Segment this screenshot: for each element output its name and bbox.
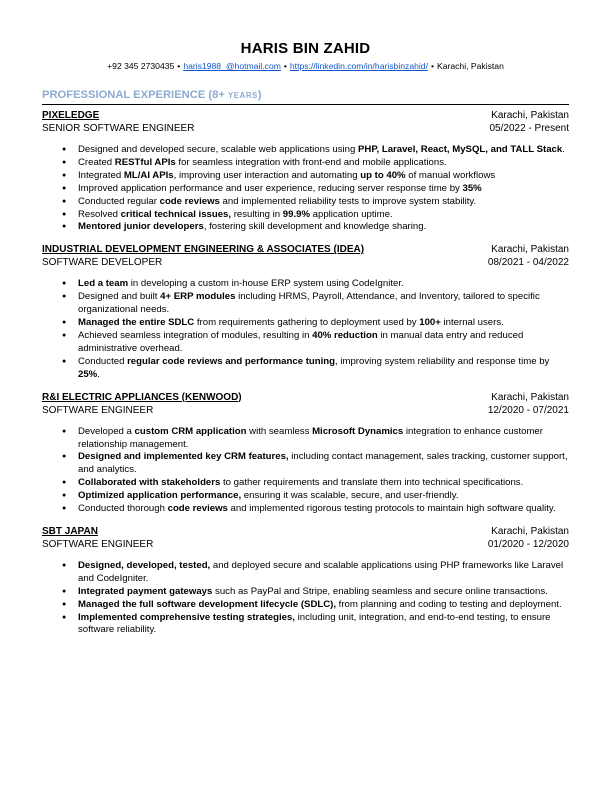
separator-dot: • — [430, 61, 434, 71]
linkedin-link[interactable]: https://linkedin.com/in/harisbinzahid/ — [289, 61, 428, 71]
section-heading-experience — [42, 88, 569, 105]
job-title: SENIOR SOFTWARE ENGINEER — [42, 123, 195, 134]
job-location: Karachi, Pakistan — [491, 110, 569, 121]
experience-list — [42, 109, 569, 637]
resume-page — [42, 40, 569, 637]
company-name: INDUSTRIAL DEVELOPMENT ENGINEERING & ASSOCIATES (IDEA) — [42, 244, 365, 256]
achievement-item: ● Integrated payment gateways such as PayPal and Stripe, enabling seamless and secure online transactions. — [78, 586, 569, 599]
achievement-list — [42, 426, 569, 516]
achievement-list — [42, 560, 569, 637]
job-title: SOFTWARE DEVELOPER — [42, 257, 163, 269]
job-role-row — [42, 404, 569, 417]
job-entry — [42, 391, 569, 516]
job-location: Karachi, Pakistan — [491, 244, 569, 256]
job-dates: 08/2021 - 04/2022 — [487, 257, 569, 269]
achievement-item: ● Created RESTful APIs for seamless integration with front-end and mobile applications. — [78, 157, 569, 170]
achievement-item: ● Achieved seamless integration of modules, resulting in 40% reduction in manual data entry and reduced administrative overhead. — [78, 330, 569, 356]
achievement-item: ● Resolved critical technical issues, resulting in 99.9% application uptime. — [78, 209, 569, 222]
achievement-item: ● Improved application performance and user experience, reducing server response time by 35% — [78, 183, 569, 196]
job-header-row — [42, 243, 569, 256]
section-heading-years: YEARS — [228, 91, 258, 100]
location-text: Karachi, Pakistan — [436, 61, 504, 71]
achievement-item: ● Conducted regular code reviews and implemented reliability tests to improve system stability. — [78, 196, 569, 209]
job-title: SOFTWARE ENGINEER — [42, 404, 154, 416]
job-role-row — [42, 256, 569, 269]
job-location: Karachi, Pakistan — [491, 525, 569, 537]
job-entry — [42, 525, 569, 637]
achievement-item: ● Optimized application performance, ensuring it was scalable, secure, and user-friendly. — [78, 490, 569, 503]
job-dates: 01/2020 - 12/2020 — [487, 538, 569, 550]
job-dates: 05/2022 - Present — [489, 123, 569, 134]
achievement-item: ● Managed the entire SDLC from requirements gathering to deployment used by 100+ internal users. — [78, 317, 569, 330]
job-header-row — [42, 525, 569, 538]
achievement-item: ● Designed and implemented key CRM features, including contact management, sales tracking, customer support, and analytics. — [78, 451, 569, 477]
job-entry — [42, 109, 569, 234]
achievement-item: ● Designed, developed, tested, and deployed secure and scalable applications using PHP frameworks like Laravel and CodeIgniter. — [78, 560, 569, 586]
phone-number: +92 345 2730435 — [107, 61, 175, 71]
achievement-item: ● Managed the full software development lifecycle (SDLC), from planning and coding to testing and deployment. — [78, 599, 569, 612]
achievement-item: ● Conducted regular code reviews and performance tuning, improving system reliability and response time by 25%. — [78, 356, 569, 382]
job-role-row — [42, 122, 569, 135]
company-name: SBT JAPAN — [42, 525, 98, 537]
job-header-row — [42, 109, 569, 122]
company-name: PIXELEDGE — [42, 110, 100, 121]
achievement-item: ● Conducted thorough code reviews and implemented rigorous testing protocols to maintain high software quality. — [78, 503, 569, 516]
job-role-row — [42, 538, 569, 551]
contact-line — [42, 60, 569, 72]
achievement-list — [42, 144, 569, 234]
section-heading-close: ) — [257, 89, 262, 101]
candidate-name: HARIS BIN ZAHID — [240, 40, 371, 57]
section-heading-text: PROFESSIONAL EXPERIENCE (8+ — [42, 89, 228, 101]
separator-dot: • — [283, 61, 287, 71]
achievement-item: ● Designed and built 4+ ERP modules including HRMS, Payroll, Attendance, and Inventory, tailored to specific organizational needs. — [78, 291, 569, 317]
company-name: R&I ELECTRIC APPLIANCES (KENWOOD) — [42, 391, 242, 403]
achievement-item: ● Collaborated with stakeholders to gather requirements and translate them into technical specifications. — [78, 477, 569, 490]
job-location: Karachi, Pakistan — [491, 391, 569, 403]
job-entry — [42, 243, 569, 381]
email-link[interactable]: haris1988_@hotmail.com — [183, 61, 281, 71]
separator-dot: • — [177, 61, 181, 71]
job-header-row — [42, 391, 569, 404]
job-dates: 12/2020 - 07/2021 — [487, 404, 569, 416]
achievement-item: ● Implemented comprehensive testing strategies, including unit, integration, and end-to-end testing, to ensure software reliability. — [78, 612, 569, 638]
achievement-item: ● Integrated ML/AI APIs, improving user interaction and automating up to 40% of manual workflows — [78, 170, 569, 183]
achievement-item: ● Led a team in developing a custom in-house ERP system using CodeIgniter. — [78, 278, 569, 291]
achievement-item: ● Designed and developed secure, scalable web applications using PHP, Laravel, React, MySQL, and TALL Stack. — [78, 144, 569, 157]
achievement-item: ● Developed a custom CRM application with seamless Microsoft Dynamics integration to enhance customer relationship management. — [78, 426, 569, 452]
job-title: SOFTWARE ENGINEER — [42, 538, 154, 550]
achievement-item: ● Mentored junior developers, fostering skill development and knowledge sharing. — [78, 221, 569, 234]
achievement-list — [42, 278, 569, 381]
